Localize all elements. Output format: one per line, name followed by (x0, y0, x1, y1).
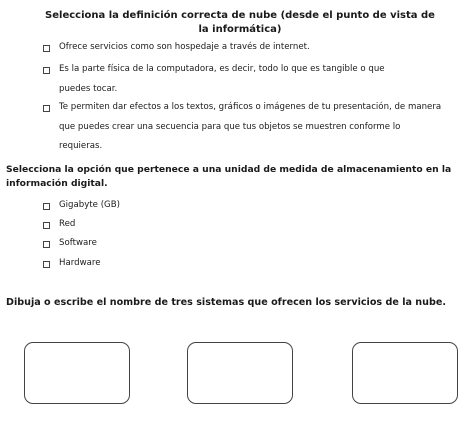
checkbox-icon[interactable] (43, 261, 50, 268)
answer-box-1[interactable] (24, 342, 130, 404)
question-2-option-4[interactable] (43, 254, 101, 274)
question-1-option-3[interactable] (43, 98, 443, 157)
answer-box-2[interactable] (187, 342, 293, 404)
question-1-option-2[interactable] (43, 60, 413, 99)
answer-box-3[interactable] (352, 342, 458, 404)
option-label: Te permiten dar efectos a los textos, gráficos o imágenes de tu presentación, de manera que puedes crear una secuencia para que tus objetos se muestren conforme lo requieras. (59, 102, 442, 151)
question-1-option-1[interactable] (43, 38, 443, 58)
option-label: Red (59, 219, 76, 229)
checkbox-icon[interactable] (43, 67, 50, 74)
question-1-title: Selecciona la definición correcta de nube (desde el punto de vista de la informática) (45, 10, 435, 35)
option-label: Es la parte física de la computadora, es decir, todo lo que es tangible o que puedes tocar. (59, 64, 385, 94)
question-3-title: Dibuja o escribe el nombre de tres sistemas que ofrecen los servicios de la nube. (6, 297, 446, 308)
question-2-option-1[interactable] (43, 196, 120, 216)
option-label: Software (59, 238, 97, 248)
option-label: Gigabyte (GB) (59, 200, 120, 210)
question-2-option-2[interactable] (43, 215, 75, 235)
question-2-option-3[interactable] (43, 234, 97, 254)
checkbox-icon[interactable] (43, 203, 50, 210)
question-2-title: Selecciona la opción que pertenece a una unidad de medida de almacenamiento en la información digital. (6, 164, 452, 189)
checkbox-icon[interactable] (43, 241, 50, 248)
option-label: Hardware (59, 258, 101, 268)
checkbox-icon[interactable] (43, 222, 50, 229)
option-label: Ofrece servicios como son hospedaje a través de internet. (59, 42, 310, 52)
checkbox-icon[interactable] (43, 45, 50, 52)
checkbox-icon[interactable] (43, 105, 50, 112)
